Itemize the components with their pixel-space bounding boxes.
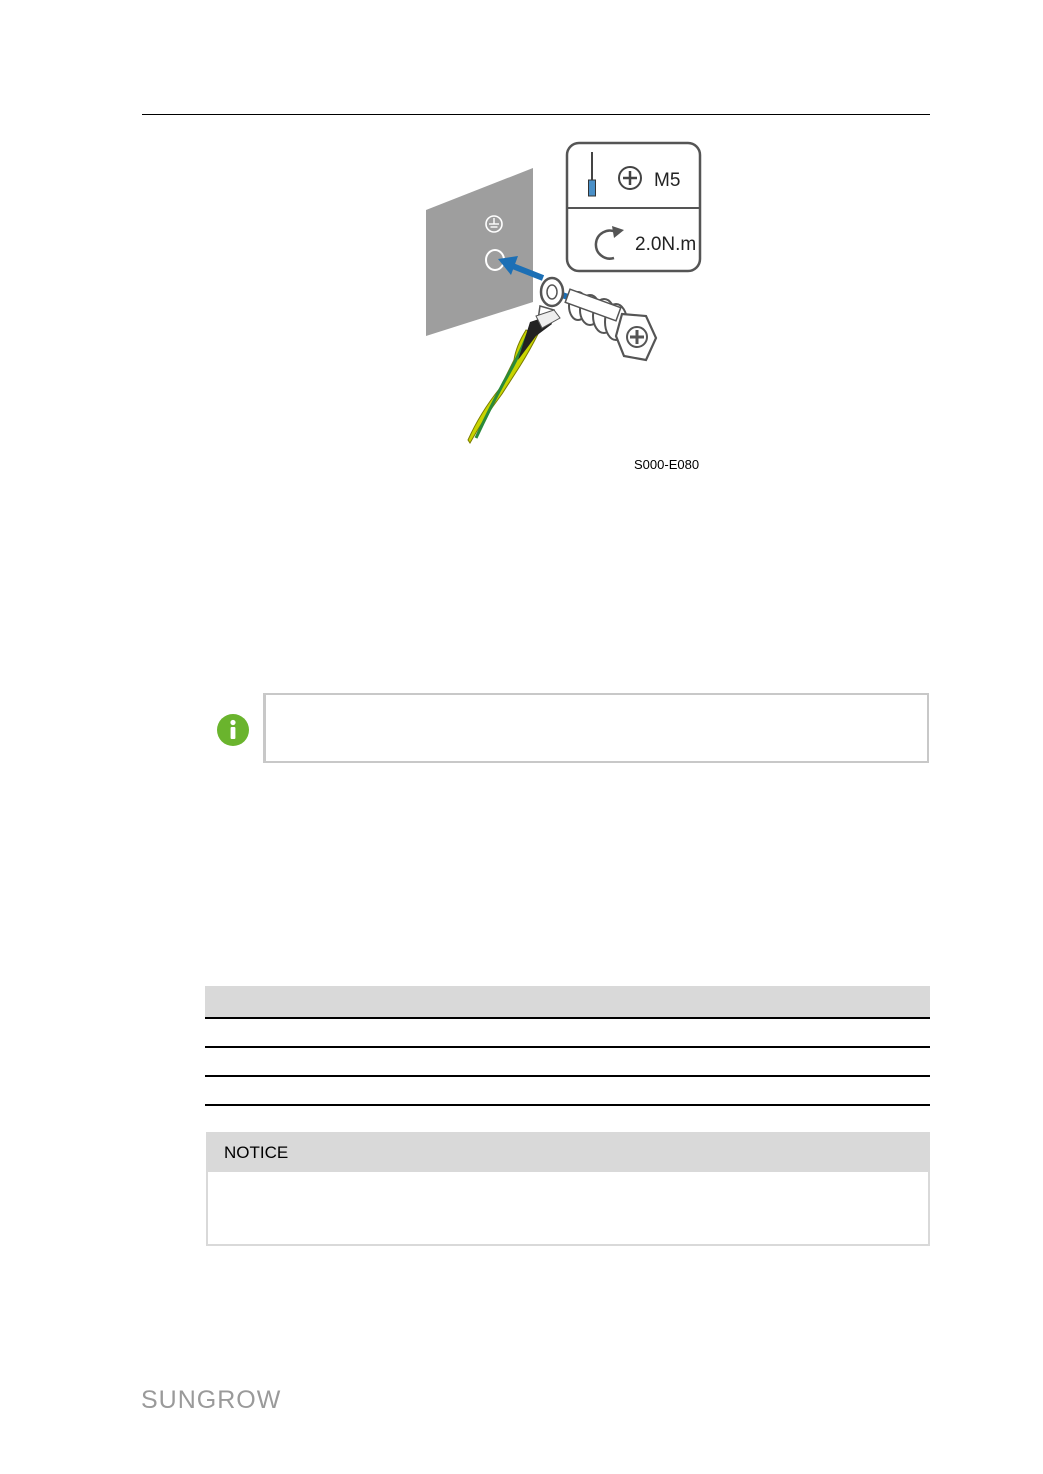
grounding-illustration — [410, 138, 720, 478]
device-panel — [426, 168, 533, 336]
info-icon — [216, 713, 250, 747]
table-rule — [205, 1017, 930, 1019]
table-header-row — [205, 986, 930, 1018]
spec-box — [567, 143, 700, 271]
footer-brand: SUNGROW — [141, 1386, 282, 1412]
table-rule — [205, 1104, 930, 1106]
screw-size-label: M5 — [654, 170, 681, 191]
grounding-figure — [410, 138, 720, 478]
header-rule — [142, 114, 930, 115]
table-rule — [205, 1075, 930, 1077]
figure-code: S000-E080 — [634, 457, 700, 472]
torque-label: 2.0N.m — [635, 234, 697, 255]
table-rule — [205, 1046, 930, 1048]
sungrow-logo — [141, 1384, 295, 1412]
note-box — [263, 693, 929, 763]
ground-cable — [468, 310, 560, 443]
phillips-screw-icon — [619, 167, 641, 189]
screw-assembly — [565, 289, 656, 360]
notice-title: NOTICE — [224, 1143, 289, 1162]
notice-box — [206, 1132, 930, 1246]
notice-header — [208, 1134, 928, 1172]
